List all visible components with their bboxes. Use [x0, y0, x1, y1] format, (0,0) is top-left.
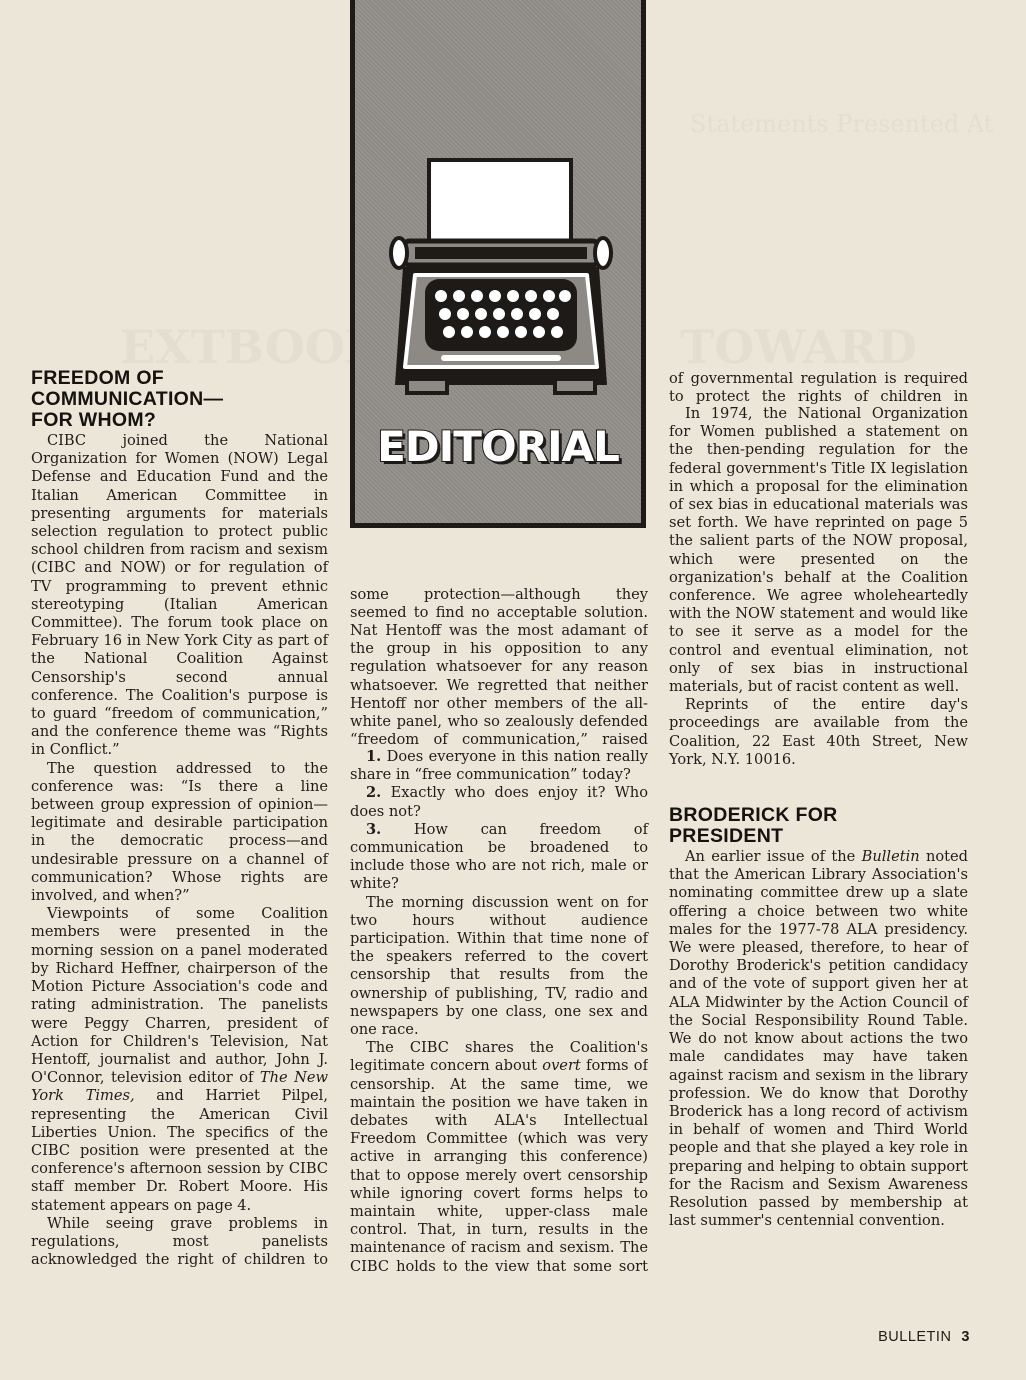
italic-title: Bulletin: [861, 848, 920, 866]
paragraph: The question addressed to the conference was: “Is there a line between group expression of opinion—legitimate and desirable participation in the democratic process—and undesirable pressure on a channel of communication? Whose rights are involved, and when?”: [31, 759, 328, 905]
article-heading-freedom: [31, 368, 328, 431]
numbered-question: [350, 748, 648, 784]
italic-title: The New York Times,: [31, 1069, 328, 1105]
text-run: Viewpoints of some Coalition members were presented in the morning session on a panel moderated by Richard Heffner, chairperson of the Motion Picture Association's code and rating administration. The panelists were Peggy Charren, president of Action for Children's Television, Nat Hentoff, journalist and author, John J. O'Connor, television editor of: [31, 905, 328, 1087]
heading-line: FREEDOM OF: [31, 367, 164, 389]
paragraph-continued: [350, 585, 648, 748]
italic-word: overt: [542, 1057, 581, 1075]
editorial-banner: [350, 0, 646, 528]
text-run: forms of censorship. At the same time, we maintain the position we have taken in debates with ALA's Intellectual Freedom Committee (which was very active in arranging this conference) that to oppose merely overt censorship while ignoring covert forms helps to maintain white, upper-class male control. That, in turn, results in the maintenance of racism and sexism. The CIBC holds to the view that some sort: [350, 1057, 648, 1275]
article-heading-broderick: [669, 805, 968, 847]
page-footer: [878, 1329, 970, 1345]
paragraph-continued: [669, 369, 968, 405]
question-number: 1.: [366, 748, 382, 765]
numbered-question: [350, 784, 648, 820]
page-number: 3: [961, 1329, 970, 1345]
question-text: Does everyone in this nation really share in “free communication” today?: [350, 748, 648, 784]
heading-line: COMMUNICATION—: [31, 388, 224, 410]
question-number: 2.: [366, 784, 382, 802]
question-number: 3.: [366, 820, 382, 838]
editorial-label: EDITORIAL: [377, 422, 619, 471]
paragraph: The morning discussion went on for two hours without audience participation. Within that time none of the speakers referred to the covert censorship that results from the ownership of publishing, TV, radio and newspapers by one class, one sex and one race.: [350, 893, 648, 1039]
text-run: and Harriet Pilpel, representing the American Civil Liberties Union. The specifics of the CIBC position were presented at the conference's afternoon session by CIBC staff member Dr. Robert Moore. His statement appears on page 4.: [31, 1087, 328, 1214]
column-3: [669, 369, 968, 1230]
question-text: How can freedom of communication be broadened to include those who are not rich, male or white?: [350, 820, 648, 893]
text-run: An earlier issue of the: [685, 848, 862, 866]
paragraph: [669, 848, 968, 1230]
numbered-question: [350, 821, 648, 894]
typewriter-icon: [385, 155, 617, 395]
column-1: [31, 368, 328, 1269]
heading-line: PRESIDENT: [669, 825, 784, 848]
question-text: Exactly who does enjoy it? Who does not?: [350, 784, 648, 820]
text-run: some protection—although they seemed to find no acceptable solution. Nat Hentoff was the most adamant of the group in his opposition to any regulation whatsoever for any reason whatsoever. We regretted that neither Hentoff nor other members of the all-white panel, who so zealously defended “freedom of communication,” raised: [350, 585, 648, 748]
column-2: [350, 585, 648, 1275]
paragraph: [31, 905, 328, 1214]
paragraph: Reprints of the entire day's proceedings are available from the Coalition, 22 East 40th Street, New York, N.Y. 10016.: [669, 696, 968, 768]
paragraph: In 1974, the National Organization for Women published a statement on the then-pending regulation for the federal government's Title IX legislation in which a proposal for the elimination of sex bias in educational materials was set forth. We have reprinted on page 5 the salient parts of the NOW proposal, which were presented on the organization's behalf at the Coalition conference. We agree wholeheartedly with the NOW statement and would like to see it serve as a model for the control and eventual elimination, not only of sex bias in instructional materials, but of racist content as well.: [669, 405, 968, 696]
text-run: of governmental regulation is required to protect the rights of children in: [669, 369, 968, 405]
heading-line: FOR WHOM?: [31, 409, 157, 431]
heading-line: BRODERICK FOR: [669, 804, 838, 827]
paragraph: While seeing grave problems in regulations, most panelists acknowledged the right of children to: [31, 1214, 328, 1269]
text-run: [669, 369, 968, 405]
paragraph: [350, 1039, 648, 1275]
text-run: The CIBC shares the Coalition's legitimate concern about: [350, 1039, 648, 1075]
text-run: noted that the American Library Association's nominating committee drew up a slate offering a choice between two white males for the 1977-78 ALA presidency. We were pleased, therefore, to hear of Dorothy Broderick's petition candidacy and of the vote of support given her at ALA Midwinter by the Action Council of the Social Responsibility Round Table. We do not know about actions the two male candidates may have taken against racism and sexism in the library profession. We do know that Dorothy Broderick has a long record of activism in behalf of women and Third World people and that she played a key role in preparing and helping to obtain support for the Racism and Sexism Awareness Resolution passed by membership at last summer's centennial convention.: [669, 848, 968, 1230]
spacer: [669, 769, 968, 805]
publication-name: BULLETIN: [878, 1329, 952, 1345]
paragraph: CIBC joined the National Organization for Women (NOW) Legal Defense and Education Fund and the Italian American Committee in presenting arguments for materials selection regulation to protect public school children from racism and sexism (CIBC and NOW) or for regulation of TV programming to prevent ethnic stereotyping (Italian American Committee). The forum took place on February 16 in New York City as part of the National Coalition Against Censorship's second annual conference. The Coalition's purpose is to guard “freedom of communication,” and the conference theme was “Rights in Conflict.”: [31, 432, 328, 759]
